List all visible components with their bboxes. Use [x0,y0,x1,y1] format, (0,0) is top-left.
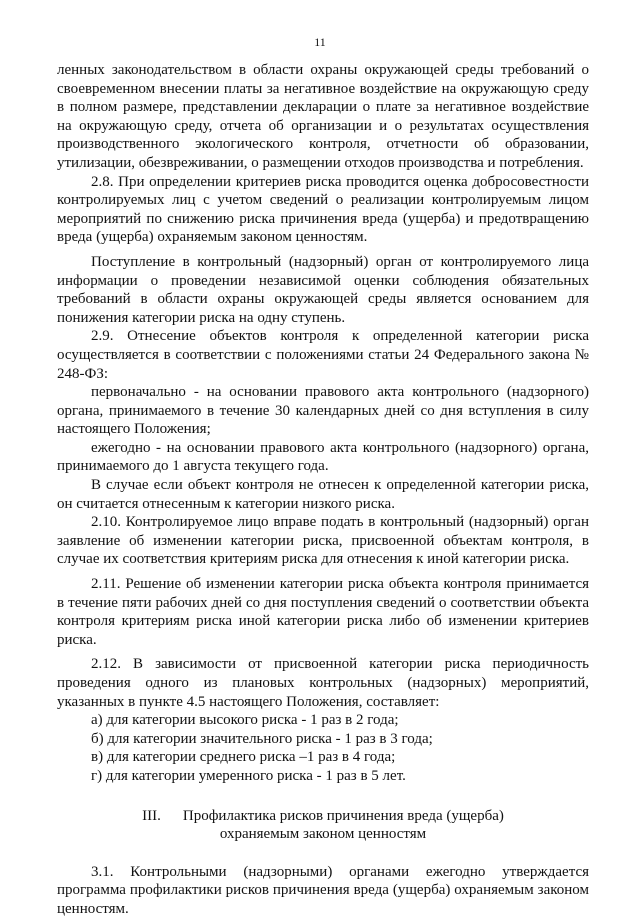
list-item: а) для категории высокого риска - 1 раз в 2 года; [91,712,399,729]
section-title-line1: Профилактика рисков причинения вреда (ущерба) [182,807,504,824]
paragraph-2-10: 2.10. Контролируемое лицо вправе подать в контрольный (надзорный) орган заявление об изменении категории риска, присвоенной объектам контроля, в случае их соответствия критериям риска для отнесения к иной категории риска. [57,514,589,568]
paragraph-annually: ежегодно - на основании правового акта контрольного (надзорного) органа, принимаемого до 1 августа текущего года. [57,439,589,475]
paragraph-initially: первоначально - на основании правового акта контрольного (надзорного) органа, принимаемого в течение 30 календарных дней со дня вступления в силу настоящего Положения; [57,384,589,438]
page-number: 11 [314,35,326,49]
list-item: г) для категории умеренного риска - 1 раз в 5 лет. [91,767,406,784]
paragraph-low-risk-default: В случае если объект контроля не отнесен к определенной категории риска, он считается отнесенным к категории низкого риска. [57,477,589,512]
paragraph-independent-assessment: Поступление в контрольный (надзорный) орган от контролируемого лица информации о проведении независимой оценки соблюдения обязательных требований в области охраны окружающей среды является основанием для понижения категории риска на одну ступень. [57,253,589,326]
section-heading [57,807,589,844]
paragraph-2-11: 2.11. Решение об изменении категории риска объекта контроля принимается в течение пяти рабочих дней со дня поступления сведений о соответствии объекта контроля критериям риска иной категории риска либо об изменении критериев риска. [57,576,589,648]
list-item: в) для категории среднего риска –1 раз в 4 года; [91,749,396,766]
paragraph-2-12: 2.12. В зависимости от присвоенной категории риска периодичность проведения одного из плановых контрольных (надзорных) мероприятий, указанных в пункте 4.5 настоящего Положения, составляет: [57,656,589,710]
paragraph-continuation: ленных законодательством в области охраны окружающей среды требований о своевременном внесении платы за негативное воздействие на окружающую среду в полном размере, представлении декларации о плате за негативное воздействие на окружающую среду, отчета об организации и о результатах осуществления производственного экологического контроля, отчетности об образовании, утилизации, обезвреживании, о размещении отходов производства и потребления. [57,62,589,171]
paragraph-2-8: 2.8. При определении критериев риска проводится оценка добросовестности контролируемых лиц с учетом сведений о реализации контролируемым лицом мероприятий по снижению риска причинения вреда (ущерба) и предотвращению вреда (ущерба) охраняемым законом ценностям. [57,173,589,246]
risk-frequency-list [57,711,589,785]
document-body [57,61,589,919]
list-item: б) для категории значительного риска - 1 раз в 3 года; [91,730,433,747]
section-title-line2: охраняемым законом ценностям [219,826,427,843]
paragraph-2-9: 2.9. Отнесение объектов контроля к определенной категории риска осуществляется в соответствии с положениями статьи 24 Федерального закона № 248-ФЗ: [57,328,589,382]
section-number: III. [142,807,161,824]
paragraph-3-1: 3.1. Контрольными (надзорными) органами ежегодно утверждается программа профилактики рисков причинения вреда (ущерба) охраняемым законом ценностям. [57,863,589,917]
